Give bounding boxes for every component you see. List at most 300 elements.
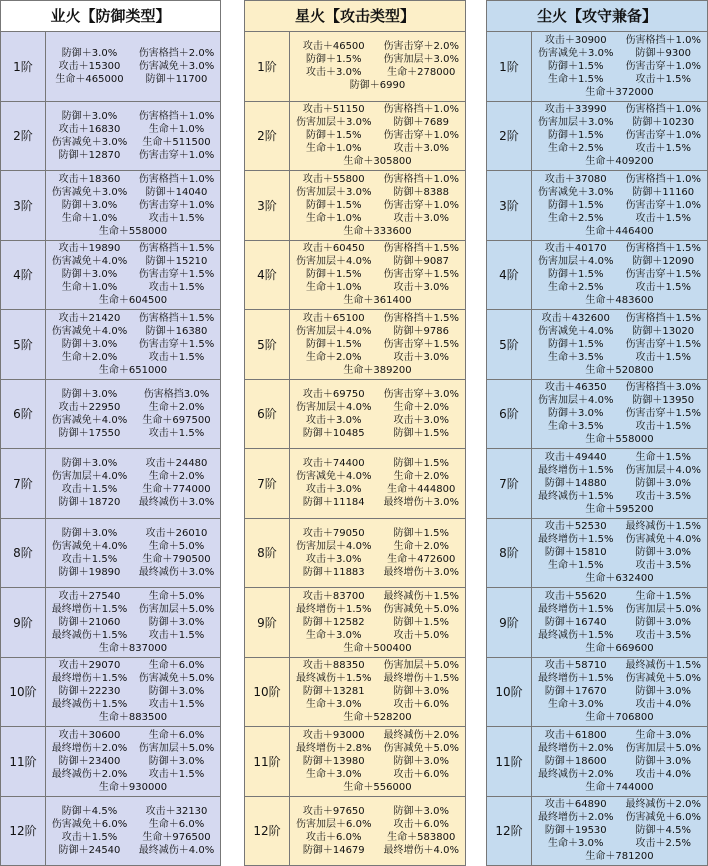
stat-value: 攻击＋4.0% — [635, 768, 691, 780]
stat-value: 伤害格挡＋1.0% — [138, 110, 215, 122]
stat-value: 攻击＋1.5% — [148, 282, 205, 294]
stat-value: 攻击＋1.5% — [635, 421, 691, 433]
panel-title: 尘火【攻守兼备】 — [487, 1, 707, 32]
stat-value: 防御＋23400 — [58, 755, 121, 767]
tier-label: 5阶 — [487, 310, 532, 379]
stat-line — [532, 559, 707, 572]
stat-line — [46, 388, 220, 401]
stat-value: 伤害加层＋4.0% — [296, 325, 372, 337]
stat-line — [532, 381, 707, 394]
stat-value: 伤害格挡＋1.0% — [383, 104, 459, 116]
stat-value: 防御＋21060 — [58, 616, 121, 628]
stat-value: 攻击＋15300 — [58, 60, 121, 72]
stat-value: 攻击＋60450 — [302, 243, 365, 255]
stat-value: 伤害减免＋4.0% — [51, 414, 128, 426]
stat-line — [46, 351, 220, 364]
stat-value: 攻击＋37080 — [544, 173, 607, 185]
tier-row — [1, 797, 220, 866]
stat-line — [46, 242, 220, 255]
stat-value: 防御＋3.0% — [635, 477, 691, 489]
tier-row — [245, 588, 465, 658]
stat-value: 生命＋333600 — [343, 225, 412, 237]
stat-line — [290, 781, 465, 794]
stat-block — [290, 449, 465, 518]
stat-value: 生命＋2.0% — [148, 401, 205, 413]
stat-line — [46, 768, 220, 781]
stat-value: 伤害格挡＋1.5% — [625, 312, 701, 324]
stat-line — [290, 642, 465, 655]
stat-block — [532, 588, 707, 657]
tier-row — [245, 658, 465, 728]
stat-value: 生命＋558000 — [98, 225, 168, 237]
stat-line — [532, 312, 707, 325]
stat-value: 攻击＋1.5% — [635, 212, 691, 224]
stat-line — [532, 407, 707, 420]
tier-row — [245, 449, 465, 519]
stat-value: 攻击＋29070 — [58, 660, 121, 672]
stat-value: 最终增伤＋3.0% — [383, 566, 459, 578]
stat-value: 攻击＋6.0% — [393, 768, 449, 780]
stat-value: 生命＋528200 — [343, 712, 412, 724]
stat-value: 生命＋1.0% — [306, 143, 362, 155]
stat-line — [46, 685, 220, 698]
stat-value: 攻击＋4.0% — [635, 699, 691, 711]
tier-row — [1, 727, 220, 797]
stat-value: 伤害击穿＋2.0% — [383, 41, 459, 53]
stat-value: 防御＋14679 — [302, 844, 365, 856]
stat-value: 生命＋1.0% — [61, 282, 118, 294]
tier-label: 8阶 — [245, 519, 290, 588]
stat-value: 攻击＋1.5% — [148, 427, 205, 439]
tier-label: 1阶 — [1, 32, 46, 101]
stat-line — [290, 414, 465, 427]
stat-value: 攻击＋97650 — [302, 805, 365, 817]
stat-value: 生命＋2.0% — [148, 471, 205, 483]
stat-value: 生命＋2.5% — [548, 212, 604, 224]
stat-value: 攻击＋3.5% — [635, 490, 691, 502]
stat-line — [290, 312, 465, 325]
stat-value: 最终增伤＋3.0% — [383, 497, 459, 509]
stat-line — [290, 401, 465, 414]
tier-label: 7阶 — [1, 449, 46, 518]
stat-value: 防御＋3.0% — [61, 388, 118, 400]
stat-value: 生命＋883500 — [98, 712, 168, 724]
stat-line — [46, 629, 220, 642]
stat-line — [532, 325, 707, 338]
stat-value: 攻击＋3.5% — [635, 560, 691, 572]
tier-label: 2阶 — [245, 102, 290, 171]
stat-line — [46, 427, 220, 440]
stat-line — [290, 566, 465, 579]
stat-value: 攻击＋1.5% — [61, 484, 118, 496]
stat-value: 伤害加层＋5.0% — [625, 603, 701, 615]
stat-value: 伤害击穿＋3.0% — [383, 388, 459, 400]
stat-line — [532, 242, 707, 255]
tier-row — [487, 588, 707, 658]
stat-value: 攻击＋6.0% — [306, 831, 362, 843]
stat-value: 伤害加层＋3.0% — [383, 54, 459, 66]
stat-block — [290, 519, 465, 588]
stat-value: 生命＋651000 — [98, 364, 168, 376]
stat-value: 攻击＋21420 — [58, 312, 121, 324]
stat-value: 防御＋13980 — [302, 755, 365, 767]
stat-value: 最终增伤＋1.5% — [51, 673, 128, 685]
stat-block — [532, 32, 707, 101]
tier-label: 9阶 — [1, 588, 46, 657]
tier-row — [1, 102, 220, 172]
tier-label: 5阶 — [245, 310, 290, 379]
stat-line — [46, 364, 220, 377]
stat-value: 防御＋15810 — [544, 547, 607, 559]
stat-line — [290, 844, 465, 857]
stat-block — [46, 102, 220, 171]
stat-block — [290, 310, 465, 379]
stat-block — [46, 171, 220, 240]
stat-block — [290, 727, 465, 796]
tier-label: 10阶 — [245, 658, 290, 727]
stat-value: 伤害减免＋4.0% — [296, 471, 372, 483]
stat-value: 防御＋3.0% — [148, 616, 205, 628]
stat-value: 生命＋2.0% — [393, 401, 449, 413]
tier-row — [245, 102, 465, 172]
stat-value: 最终减伤＋4.0% — [138, 844, 215, 856]
stat-block — [532, 380, 707, 449]
stat-value: 防御＋10485 — [302, 427, 365, 439]
stat-value: 最终增伤＋1.5% — [538, 534, 614, 546]
stat-line — [532, 155, 707, 168]
stat-value: 攻击＋5.0% — [393, 629, 449, 641]
stat-line — [532, 394, 707, 407]
stat-block — [46, 241, 220, 310]
stat-line — [532, 711, 707, 724]
stat-line — [290, 364, 465, 377]
tier-label: 11阶 — [487, 727, 532, 796]
stat-value: 最终减伤＋1.5% — [625, 521, 701, 533]
stat-value: 伤害加层＋3.0% — [296, 186, 372, 198]
stat-value: 防御＋16380 — [145, 325, 208, 337]
stat-value: 生命＋706800 — [585, 712, 654, 724]
stat-value: 防御＋11160 — [632, 186, 695, 198]
stat-value: 最终增伤＋2.0% — [538, 742, 614, 754]
stat-value: 攻击＋83700 — [302, 590, 365, 602]
tier-row — [487, 380, 707, 450]
stat-value: 生命＋2.0% — [393, 471, 449, 483]
stat-value: 伤害加层＋4.0% — [538, 256, 614, 268]
stat-value: 防御＋1.5% — [306, 130, 362, 142]
panel-yehuo — [0, 0, 221, 866]
stat-value: 伤害格挡＋1.0% — [383, 173, 459, 185]
stat-value: 伤害加层＋3.0% — [296, 117, 372, 129]
tier-label: 12阶 — [245, 797, 290, 866]
stat-block — [290, 171, 465, 240]
stat-value: 最终减伤＋3.0% — [138, 566, 215, 578]
stat-value: 生命＋465000 — [55, 73, 124, 85]
stat-value: 生命＋583800 — [387, 831, 456, 843]
stat-value: 生命＋444800 — [387, 484, 456, 496]
stat-value: 伤害减免＋3.0% — [51, 186, 128, 198]
stat-line — [532, 603, 707, 616]
stat-value: 防御＋1.5% — [548, 338, 604, 350]
stat-block — [532, 727, 707, 796]
stat-line — [46, 47, 220, 60]
tier-label: 1阶 — [487, 32, 532, 101]
stat-value: 攻击＋1.5% — [148, 629, 205, 641]
stat-value: 生命＋500400 — [343, 642, 412, 654]
stat-value: 伤害减免＋4.0% — [51, 540, 128, 552]
stat-value: 攻击＋64890 — [544, 799, 607, 811]
stat-line — [532, 477, 707, 490]
stat-line — [290, 659, 465, 672]
stat-value: 攻击＋26010 — [145, 527, 208, 539]
stat-value: 防御＋1.5% — [548, 269, 604, 281]
stat-value: 伤害格挡＋1.0% — [625, 104, 701, 116]
stat-line — [46, 729, 220, 742]
stat-value: 生命＋446400 — [585, 225, 654, 237]
tier-row — [487, 171, 707, 241]
stat-value: 最终增伤＋2.8% — [296, 742, 372, 754]
stat-value: 攻击＋3.0% — [306, 553, 362, 565]
stat-value: 防御＋12582 — [302, 616, 365, 628]
stat-value: 生命＋774000 — [142, 484, 211, 496]
stat-value: 防御＋3.0% — [635, 616, 691, 628]
stat-value: 伤害加层＋5.0% — [383, 660, 459, 672]
stat-value: 最终增伤＋2.0% — [51, 742, 128, 754]
stat-value: 攻击＋52530 — [544, 521, 607, 533]
stat-value: 攻击＋1.5% — [148, 212, 205, 224]
stat-line — [46, 149, 220, 162]
stat-line — [532, 255, 707, 268]
stat-value: 防御＋3.0% — [148, 755, 205, 767]
tier-row — [487, 449, 707, 519]
stat-value: 最终增伤＋1.5% — [538, 603, 614, 615]
stat-value: 防御＋3.0% — [548, 408, 604, 420]
stat-line — [46, 805, 220, 818]
stat-line — [46, 73, 220, 86]
stat-value: 生命＋3.0% — [548, 838, 604, 850]
stat-value: 生命＋483600 — [585, 295, 654, 307]
stat-line — [290, 351, 465, 364]
stat-line — [290, 338, 465, 351]
stat-value: 防御＋7689 — [393, 117, 449, 129]
stat-line — [46, 325, 220, 338]
panel-title: 业火【防御类型】 — [1, 1, 220, 32]
stat-value: 防御＋24540 — [58, 844, 121, 856]
stat-value: 攻击＋3.5% — [635, 629, 691, 641]
stat-line — [46, 123, 220, 136]
stat-line — [290, 629, 465, 642]
stat-line — [532, 850, 707, 863]
stat-value: 攻击＋3.0% — [306, 67, 362, 79]
stat-value: 生命＋781200 — [585, 851, 654, 863]
stat-line — [46, 603, 220, 616]
stat-line — [290, 53, 465, 66]
stat-line — [532, 34, 707, 47]
stat-line — [290, 742, 465, 755]
tier-list — [487, 32, 707, 865]
stat-value: 生命＋1.5% — [548, 560, 604, 572]
stat-line — [290, 470, 465, 483]
stat-line — [46, 566, 220, 579]
stat-value: 攻击＋46350 — [544, 382, 607, 394]
stat-value: 防御＋3.0% — [61, 199, 118, 211]
stat-value: 伤害击穿＋1.5% — [625, 408, 701, 420]
stat-line — [532, 616, 707, 629]
stat-line — [290, 281, 465, 294]
tier-label: 9阶 — [487, 588, 532, 657]
stat-value: 最终增伤＋2.0% — [538, 812, 614, 824]
tier-row — [1, 32, 220, 102]
stat-value: 伤害格挡＋1.5% — [138, 243, 215, 255]
stat-line — [532, 742, 707, 755]
stat-block — [532, 658, 707, 727]
tier-row — [245, 241, 465, 311]
stat-value: 伤害减免＋3.0% — [538, 47, 614, 59]
stat-value: 伤害格挡＋1.0% — [138, 173, 215, 185]
stat-block — [532, 310, 707, 379]
tier-row — [1, 449, 220, 519]
stat-value: 生命＋1.0% — [306, 282, 362, 294]
stat-value: 攻击＋3.0% — [393, 351, 449, 363]
stat-line — [532, 768, 707, 781]
tier-label: 6阶 — [1, 380, 46, 449]
stat-value: 生命＋5.0% — [148, 590, 205, 602]
stat-value: 攻击＋46500 — [302, 41, 365, 53]
stat-value: 防御＋18600 — [544, 755, 607, 767]
stat-value: 攻击＋1.5% — [635, 282, 691, 294]
stat-line — [46, 212, 220, 225]
stat-value: 攻击＋1.5% — [61, 553, 118, 565]
stat-value: 伤害加层＋4.0% — [296, 401, 372, 413]
tier-label: 2阶 — [1, 102, 46, 171]
stat-line — [290, 540, 465, 553]
stat-line — [532, 464, 707, 477]
stat-line — [290, 685, 465, 698]
stat-line — [532, 281, 707, 294]
tier-label: 12阶 — [487, 797, 532, 866]
stat-value: 伤害击穿＋1.0% — [625, 60, 701, 72]
stat-value: 防御＋11184 — [302, 497, 365, 509]
stat-line — [532, 729, 707, 742]
stat-value: 伤害加层＋4.0% — [296, 540, 372, 552]
stat-value: 生命＋1.0% — [306, 212, 362, 224]
stat-line — [532, 60, 707, 73]
tier-label: 12阶 — [1, 797, 46, 866]
stat-value: 生命＋2.5% — [548, 143, 604, 155]
stat-line — [290, 40, 465, 53]
stat-value: 伤害击穿＋1.5% — [138, 269, 215, 281]
stat-value: 最终减伤＋2.0% — [51, 768, 128, 780]
stat-line — [46, 338, 220, 351]
stat-value: 防御＋1.5% — [306, 269, 362, 281]
stat-value: 伤害击穿＋1.0% — [625, 130, 701, 142]
stat-value: 伤害格挡＋1.5% — [625, 243, 701, 255]
stat-value: 最终减伤＋1.5% — [625, 660, 701, 672]
stat-value: 生命＋3.5% — [548, 421, 604, 433]
stat-line — [532, 73, 707, 86]
stat-line — [46, 186, 220, 199]
stat-block — [290, 102, 465, 171]
stat-line — [532, 451, 707, 464]
stat-line — [46, 672, 220, 685]
stat-value: 攻击＋22950 — [58, 401, 121, 413]
stat-line — [46, 527, 220, 540]
stat-value: 生命＋361400 — [343, 295, 412, 307]
stat-value: 防御＋19530 — [544, 825, 607, 837]
stat-value: 防御＋22230 — [58, 686, 121, 698]
tier-row — [487, 102, 707, 172]
stat-value: 生命＋976500 — [142, 831, 211, 843]
stat-line — [290, 325, 465, 338]
stat-line — [290, 427, 465, 440]
stat-line — [46, 659, 220, 672]
tier-label: 2阶 — [487, 102, 532, 171]
stat-line — [290, 155, 465, 168]
stat-line — [290, 755, 465, 768]
stat-value: 生命＋3.0% — [306, 629, 362, 641]
tier-row — [245, 380, 465, 450]
stat-value: 攻击＋49440 — [544, 451, 607, 463]
stat-value: 攻击＋6.0% — [393, 699, 449, 711]
tier-row — [487, 727, 707, 797]
stat-value: 攻击＋55800 — [302, 173, 365, 185]
stat-value: 最终减伤＋2.0% — [625, 799, 701, 811]
stat-value: 最终增伤＋1.5% — [383, 673, 459, 685]
stat-value: 生命＋595200 — [585, 503, 654, 515]
stat-line — [532, 520, 707, 533]
stat-value: 防御＋13020 — [632, 325, 695, 337]
stat-line — [46, 136, 220, 149]
stat-value: 生命＋930000 — [98, 781, 168, 793]
stat-value: 攻击＋3.0% — [393, 414, 449, 426]
stat-line — [46, 225, 220, 238]
stat-block — [46, 380, 220, 449]
stat-value: 伤害击穿＋1.5% — [138, 338, 215, 350]
stat-value: 防御＋3.0% — [61, 269, 118, 281]
stat-line — [46, 642, 220, 655]
stat-value: 最终减伤＋3.0% — [138, 497, 215, 509]
stat-line — [46, 844, 220, 857]
stat-block — [46, 310, 220, 379]
stat-value: 防御＋8388 — [393, 186, 449, 198]
stat-value: 攻击＋3.0% — [393, 282, 449, 294]
stat-value: 伤害加层＋4.0% — [538, 395, 614, 407]
stat-value: 防御＋6990 — [349, 80, 406, 92]
tier-row — [245, 310, 465, 380]
stat-line — [532, 672, 707, 685]
stat-value: 生命＋744000 — [585, 781, 654, 793]
stat-line — [532, 225, 707, 238]
stat-value: 防御＋12090 — [632, 256, 695, 268]
tier-label: 1阶 — [245, 32, 290, 101]
stat-line — [46, 199, 220, 212]
stat-line — [46, 312, 220, 325]
tier-label: 9阶 — [245, 588, 290, 657]
tier-label: 3阶 — [487, 171, 532, 240]
stat-value: 生命＋520800 — [585, 364, 654, 376]
stat-value: 防御＋14040 — [145, 186, 208, 198]
stat-value: 伤害击穿＋1.5% — [383, 269, 459, 281]
tier-row — [245, 797, 465, 866]
stat-line — [532, 685, 707, 698]
stat-value: 防御＋4.5% — [635, 825, 691, 837]
stat-value: 生命＋6.0% — [148, 818, 205, 830]
stat-line — [532, 268, 707, 281]
stat-value: 最终增伤＋1.5% — [296, 603, 372, 615]
stat-value: 防御＋1.5% — [393, 616, 449, 628]
stat-value: 伤害加层＋5.0% — [138, 603, 215, 615]
panel-title: 星火【攻击类型】 — [245, 1, 465, 32]
stat-value: 攻击＋1.5% — [148, 699, 205, 711]
